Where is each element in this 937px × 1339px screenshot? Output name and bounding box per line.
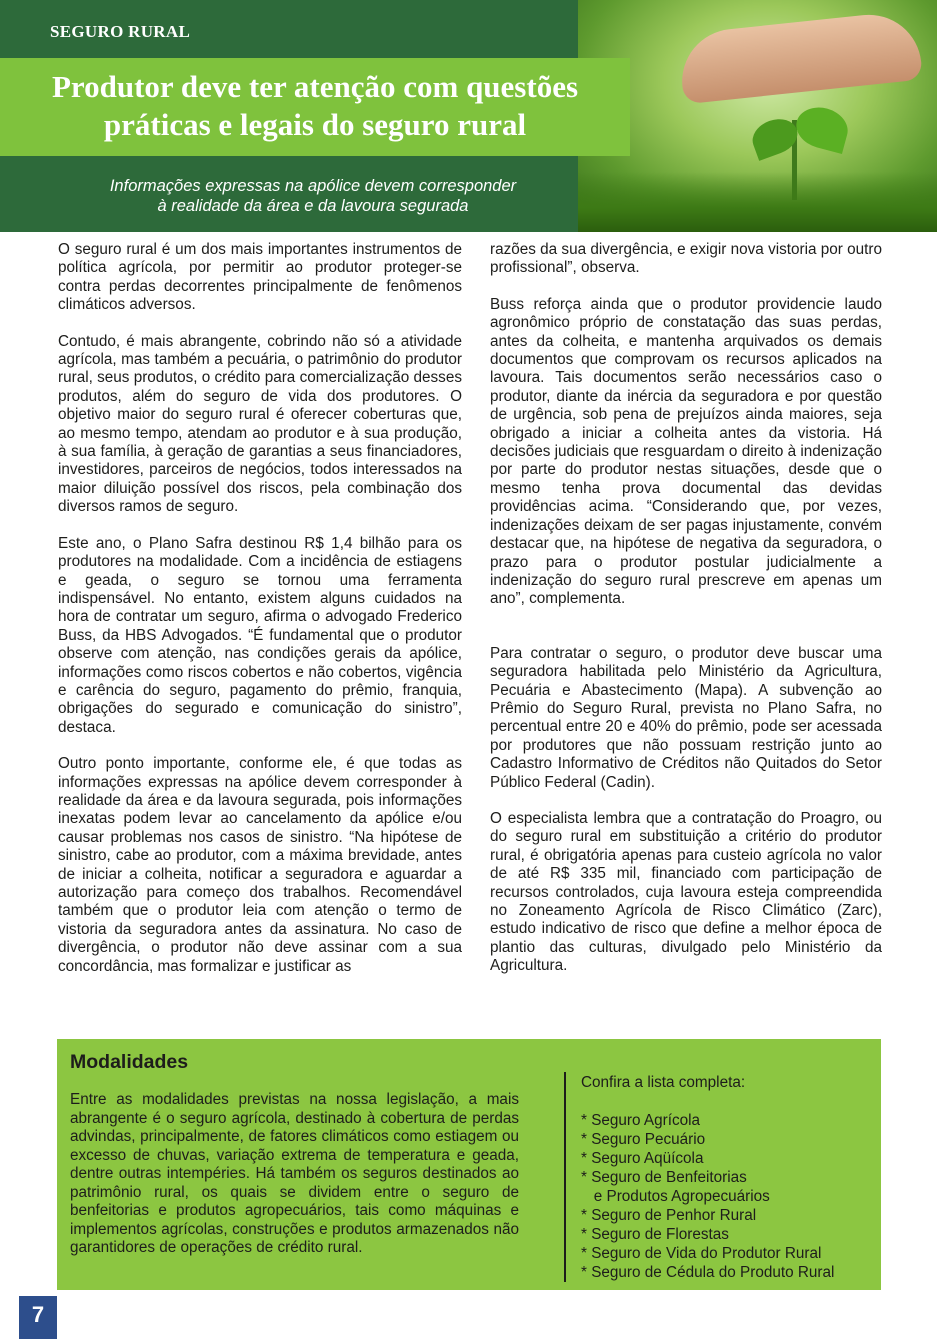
article-column-right (490, 241, 882, 994)
box-title: Modalidades (70, 1051, 189, 1073)
paragraph: Buss reforça ainda que o produtor providencie laudo agronômico próprio de constatação das suas perdas, antes da colheita, e mantenha arquivados os demais documentos que comprovam os recursos aplicados na lavoura. Tais documentos serão necessários caso o produtor, diante da inércia da seguradora e por questão de urgência, sob pena de prejuízos ainda maiores, seja obrigado a iniciar a colheita antes da vistoria. Há decisões judiciais que resguardam o direito à indenização por parte do produtor nestas situações, desde que o mesmo tenha prova documental das devidas providências acima. “Considerando que, por vezes, indenizações deixam de ser pagas injustamente, convém destacar que, na hipótese de negativa da seguradora, o prazo para o produtor postular judicialmente a indenização do seguro rural prescreve em apenas um ano”, complementa. (490, 295, 883, 608)
modalidades-box (57, 1039, 881, 1290)
paragraph: Este ano, o Plano Safra destinou R$ 1,4 bilhão para os produtores na modalidade. Com a incidência de estiagens e geada, o seguro se tornou uma ferramenta indispensável. No entanto, existem alguns cuidados na hora de contratar um seguro, afirma o advogado Frederico Buss, da HBS Advogados. “É fundamental que o produtor observe com atenção, nas condições gerais da apólice, informações como riscos cobertos e não cobertos, vigência e carência do seguro, pagamento do prêmio, franquia, obrigações do segurado e comunicação do sinistro”, destaca. (58, 534, 462, 736)
title-line-2: práticas e legais do seguro rural (103, 107, 527, 142)
list-item: * Seguro de Florestas (581, 1226, 729, 1243)
modalidades-list (581, 1073, 881, 1282)
subtitle-line-2: à realidade da área e da lavoura segurada (157, 197, 469, 215)
list-item: * Seguro Agrícola (581, 1112, 701, 1129)
list-lead: Confira a lista completa: (581, 1074, 746, 1091)
article-title (0, 68, 630, 144)
list-item: * Seguro de Penhor Rural (581, 1207, 757, 1224)
section-kicker-label: SEGURO RURAL (50, 22, 191, 41)
article-header (0, 0, 937, 232)
paragraph: O especialista lembra que a contratação do Proagro, ou do seguro rural em substituição a critério do produtor rural, é obrigatória apenas para custeio agrícola no valor de até R$ 335 mil, financiado com participação de recursos controlados, cuja lavoura esteja compreendida no Zoneamento Agrícola de Risco Climático (Zarc), estudo indicativo de risco que define a melhor época de plantio das culturas, divulgado pelo Ministério da Agricultura. (490, 809, 882, 975)
page-number-badge (19, 1296, 57, 1339)
box-divider (564, 1072, 566, 1282)
paragraph: Para contratar o seguro, o produtor deve buscar uma seguradora habilitada pelo Ministério da Agricultura, Pecuária e Abastecimento (Mapa). A subvenção ao Prêmio do Seguro Rural, prevista no Plano Safra, no percentual entre 20 e 40% do prêmio, pode ser acessada por produtores que não possuam restrição junto ao Cadastro Informativo de Créditos não Quitados do Setor Público Federal (Cadin). (490, 644, 882, 791)
hand-shape (677, 10, 923, 105)
paragraph: Outro ponto importante, conforme ele, é que todas as informações expressas na apólice devem corresponder à realidade da área e da lavoura segurada, pois informações inexatas podem levar ao cancelamento da apólice e/ou causar problemas nos casos de sinistro. “Na hipótese de sinistro, cabe ao produtor, com a máxima brevidade, antes de iniciar a colheita, notificar a seguradora e aguardar a autorização para começo dos trabalhos. Recomendável também que o produtor leia com atenção o termo de vistoria da seguradora antes da assinatura. No caso de divergência, o produtor não deve assinar com a sua concordância, mas formalizar e justificar as (58, 755, 462, 975)
list-item: * Seguro de Benfeitorias (581, 1169, 747, 1186)
list-item: e Produtos Agropecuários (581, 1188, 770, 1205)
list-item: * Seguro Aqüícola (581, 1150, 704, 1167)
article-column-left (58, 241, 462, 994)
list-item: * Seguro de Cédula do Produto Rural (581, 1264, 835, 1281)
box-text: Entre as modalidades previstas na nossa legislação, a mais abrangente é o seguro agrícola, destinado à cobertura de perdas advindas, principalmente, de fatores climáticos como estiagem ou excesso de chuvas, variação extrema de temperatura e geada, dentre outras intempéries. Há também os seguros destinados ao patrimônio rural, os quais se dividem entre o seguro de benfeitorias e produtos agropecuários, tais como máquinas e implementos agrícolas, construções e produtos armazenados não garantidores de operações de crédito rural. (70, 1091, 519, 1256)
title-line-1: Produtor deve ter atenção com questões (51, 69, 579, 104)
spacer (490, 627, 882, 645)
paragraph: razões da sua divergência, e exigir nova vistoria por outro profissional”, observa. (490, 241, 882, 277)
paragraph: O seguro rural é um dos mais importantes instrumentos de política agrícola, por permitir ao produtor proteger-se contra perdas decorrentes principalmente de fenômenos climáticos adversos. (58, 241, 462, 314)
paragraph: Contudo, é mais abrangente, cobrindo não só a atividade agrícola, mas também a pecuária, o patrimônio do produtor rural, seus produtos, o crédito para comercialização desses produtos, além do seguro de vida dos produtores. O objetivo maior do seguro rural é oferecer coberturas que, ao mesmo tempo, atendam ao produtor e à sua produção, à sua família, à geração de garantias a seus financiadores, investidores, parceiros de negócios, todos interessados na maior diluição possível dos riscos, pela combinação dos diversos ramos de seguro. (58, 332, 462, 516)
list-item: * Seguro de Vida do Produtor Rural (581, 1245, 822, 1262)
section-kicker (0, 0, 578, 58)
subtitle-line-1: Informações expressas na apólice devem corresponder (109, 177, 517, 195)
sprout-leaf-right (792, 102, 853, 154)
article-subtitle (0, 176, 626, 216)
page-number: 7 (31, 1302, 45, 1327)
list-item: * Seguro Pecuário (581, 1131, 706, 1148)
